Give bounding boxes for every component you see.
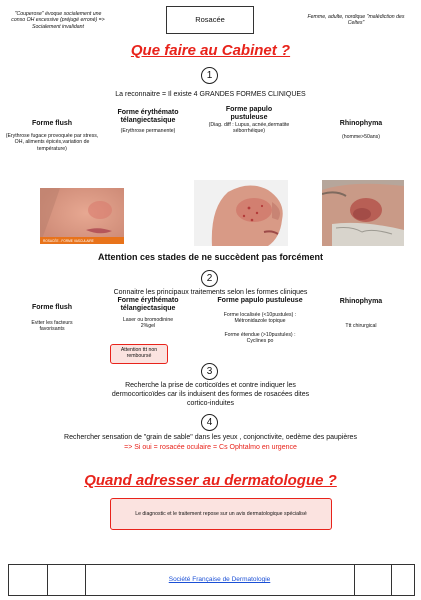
photo-flush bbox=[40, 188, 124, 244]
alert-non-rembourse: Attention ttt non remboursé bbox=[110, 344, 168, 364]
treat-flush-block bbox=[4, 304, 100, 333]
form-rhino-desc: (homme>50ans) bbox=[342, 134, 380, 140]
page-title: Que faire au Cabinet ? bbox=[130, 42, 291, 59]
form-flush-block bbox=[4, 120, 100, 152]
step-4-number: 4 bbox=[201, 414, 218, 431]
form-ery-block bbox=[100, 109, 196, 134]
treat-ery-block bbox=[100, 297, 196, 330]
step-1-number: 1 bbox=[201, 67, 218, 84]
step-2-number: 2 bbox=[201, 270, 218, 287]
treat-papulo-desc-2: Forme étendue (>10pustules) : Cyclines po bbox=[224, 331, 296, 345]
step-4-text: Rechercher sensation de "grain de sable" dans les yeux , conjonctivite, oedème des paupières bbox=[64, 434, 357, 441]
step-1-text: La reconnaitre = Il existe 4 GRANDES FORMES CLINIQUES bbox=[115, 91, 306, 98]
treat-rhino-block bbox=[318, 298, 404, 329]
step-3-number: 3 bbox=[201, 363, 218, 380]
form-flush-desc: (Erythrose fugace provoquée par stress, OH, aliments épicés,variation de température) bbox=[5, 133, 99, 152]
step-2-text: Connaitre les principaux traitements selon les formes cliniques bbox=[113, 289, 308, 296]
form-papulo-block bbox=[195, 106, 303, 135]
header-title-box: Rosacée bbox=[166, 6, 254, 34]
form-papulo-title: Forme papulo pustuleuse bbox=[225, 106, 273, 121]
treat-flush-desc: Eviter les facteurs favorisants bbox=[31, 320, 73, 333]
footer-divider bbox=[354, 565, 355, 595]
photo-caption: ROSACÉE - FORME VASCULAIRE bbox=[43, 239, 94, 243]
treat-papulo-block bbox=[205, 297, 315, 345]
footer-divider bbox=[391, 565, 392, 595]
form-rhino-title: Rhinophyma bbox=[339, 120, 383, 127]
form-ery-title: Forme érythémato télangiectasique bbox=[117, 109, 179, 124]
treat-ery-desc: Laser ou bromodinine 2%gel bbox=[122, 317, 174, 330]
derm-box: Le diagnostic et le traitement repose sur un avis dermatologique spécialisé bbox=[110, 498, 332, 530]
warning-stages: Attention ces stades de ne succèdent pas forcément bbox=[97, 252, 324, 262]
footer-link-sfd[interactable]: Société Française de Dermatologie bbox=[168, 576, 271, 583]
step-4-arrow-text: => Si oui = rosacée oculaire = Cs Ophtalmo en urgence bbox=[124, 444, 297, 451]
photo-papulo bbox=[194, 180, 288, 246]
step-3-text: Recherche la prise de corticoïdes et contre indiquer les dermocorticoïdes car ils induisent des formes de rosacées dites cortico-induites bbox=[111, 382, 310, 407]
photo-rhinophyma bbox=[322, 180, 404, 246]
header-right-note: Femme, adulte, nordique "malédiction des Celtes" bbox=[307, 14, 405, 27]
treat-papulo-desc-1: Forme localisée (<10pustules) : Métronidazole topique bbox=[223, 312, 297, 325]
treat-rhino-desc: Ttt chirurgical bbox=[345, 323, 377, 329]
treat-ery-title: Forme érythémato télangiectasique bbox=[117, 297, 179, 312]
form-papulo-desc: (Diag. diff : Lupus, acnée,dermatite séborrhéique) bbox=[208, 122, 290, 135]
treat-papulo-title: Forme papulo pustuleuse bbox=[217, 297, 303, 304]
form-flush-title: Forme flush bbox=[31, 120, 73, 127]
form-ery-desc: (Erythrose permanente) bbox=[120, 128, 176, 134]
footer-table bbox=[8, 564, 415, 596]
form-rhino-block bbox=[318, 120, 404, 140]
treat-flush-title: Forme flush bbox=[31, 304, 73, 311]
footer-divider bbox=[47, 565, 48, 595]
header-left-note: "Couperose" évoque socialement une conso OH excessive (préjugé erroné) => Socialement invalidant bbox=[11, 11, 105, 30]
treat-rhino-title: Rhinophyma bbox=[339, 298, 383, 305]
title-dermatologue: Quand adresser au dermatologue ? bbox=[84, 472, 337, 489]
